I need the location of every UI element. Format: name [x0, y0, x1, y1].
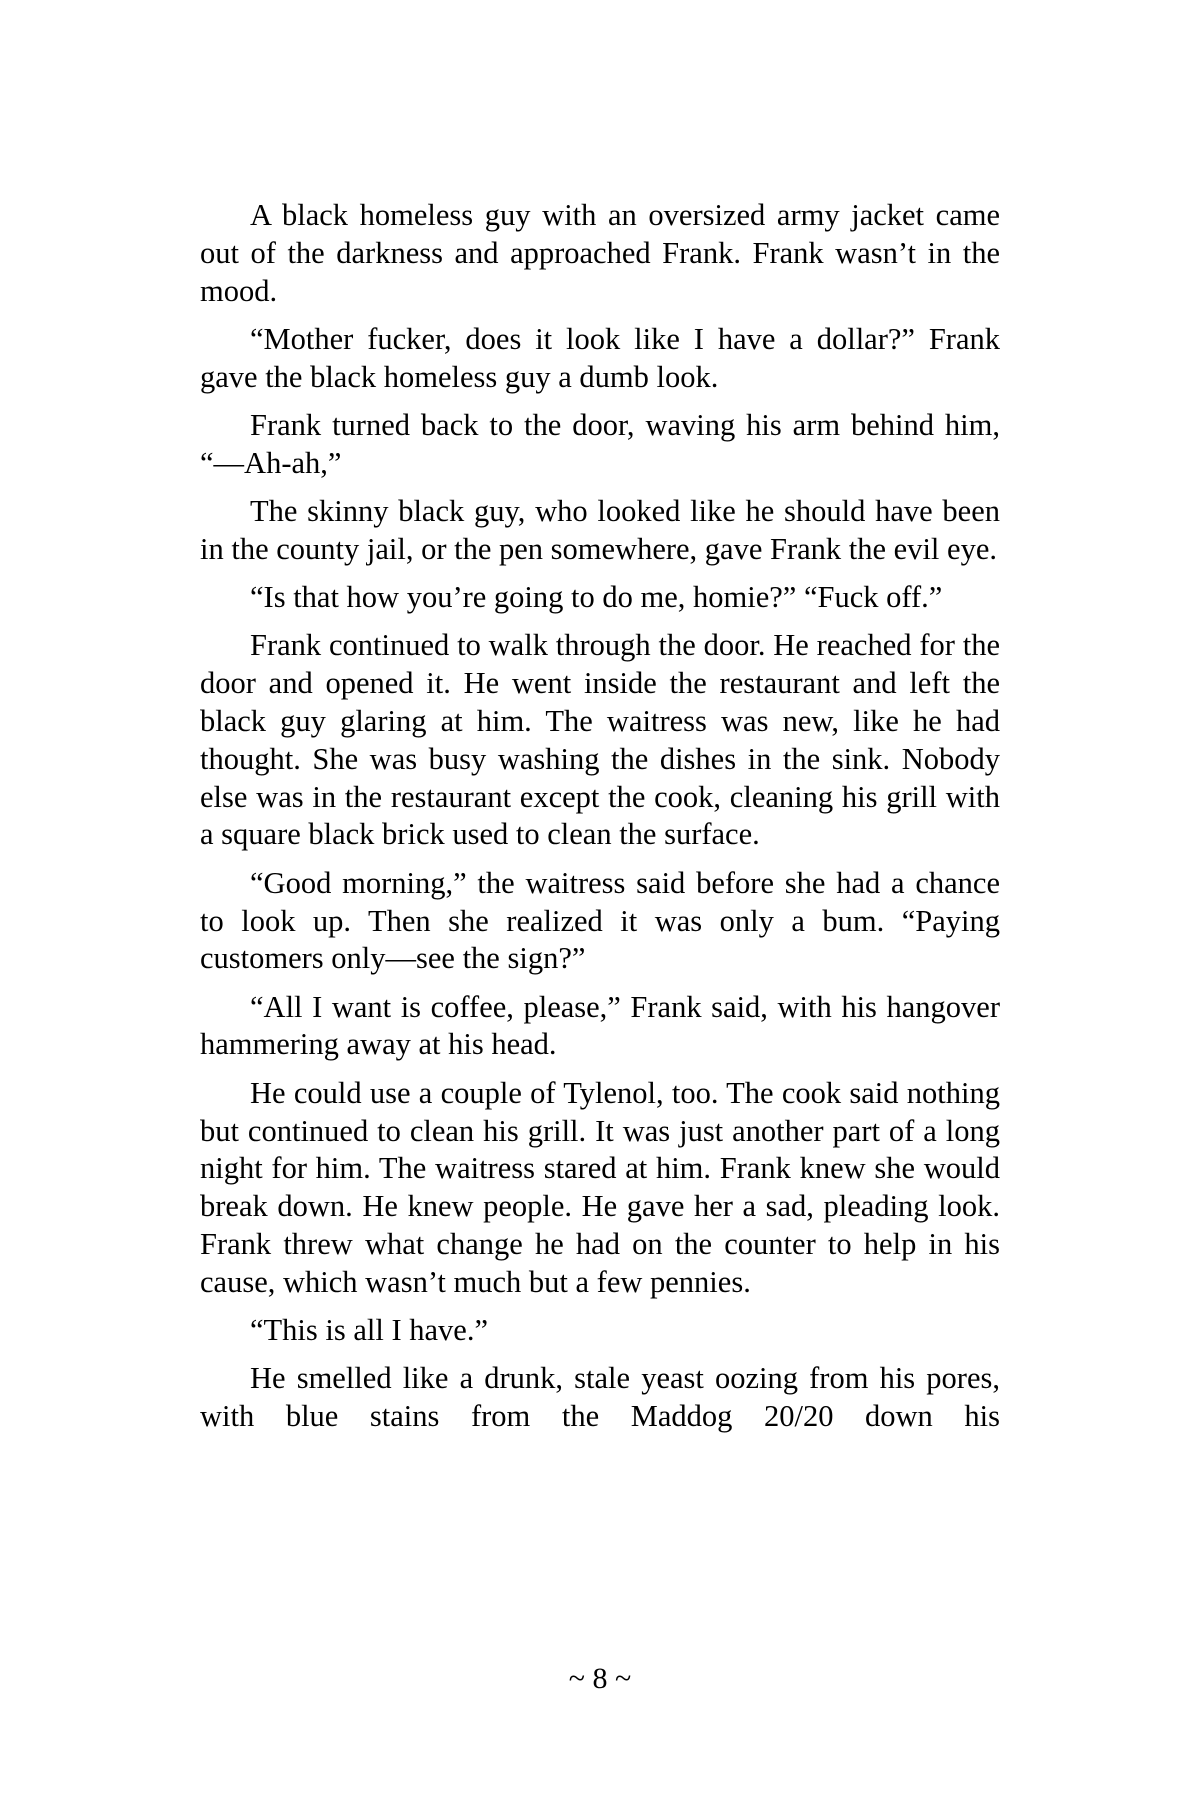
paragraph-11: He smelled like a drunk, stale yeast oozing from his pores, with blue stains from the Maddog 20/20 down his [200, 1361, 1000, 1434]
paragraph-2: “Mother fucker, does it look like I have a dollar?” Frank gave the black homeless guy a dumb look. [200, 321, 1000, 394]
paragraph-9: He could use a couple of Tylenol, too. The cook said nothing but continued to clean his grill. It was just another part of a long night for him. The waitress stared at him. Frank knew she would break down. He knew people. He gave her a sad, pleading look. Frank threw what change he had on the counter to help in his cause, which wasn’t much but a few pennies. [200, 1075, 1000, 1299]
paragraph-8: “All I want is coffee, please,” Frank said, with his hangover hammering away at his head. [200, 989, 1000, 1062]
page-number: ~ 8 ~ [568, 1662, 632, 1695]
body-text [200, 197, 1000, 1446]
paragraph-5: “Is that how you’re going to do me, homie?” “Fuck off.” [250, 580, 943, 615]
paragraph-7: “Good morning,” the waitress said before she had a chance to look up. Then she realized it was only a bum. “Paying customers only—see the sign?” [200, 865, 1000, 976]
paragraph-10: “This is all I have.” [250, 1313, 488, 1348]
paragraph-3: Frank turned back to the door, waving his arm behind him, “—Ah-ah,” [200, 407, 1000, 480]
paragraph-4: The skinny black guy, who looked like he should have been in the county jail, or the pen somewhere, gave Frank the evil eye. [200, 494, 1000, 566]
paragraph-1: A black homeless guy with an oversized army jacket came out of the darkness and approached Frank. Frank wasn’t in the mood. [200, 198, 1000, 308]
paragraph-6: Frank continued to walk through the door. He reached for the door and opened it. He went inside the restaurant and left the black guy glaring at him. The waitress was new, like he had thought. She was busy washing the dishes in the sink. Nobody else was in the restaurant except the cook, cleaning his grill with a square black brick used to clean the surface. [200, 628, 1000, 852]
